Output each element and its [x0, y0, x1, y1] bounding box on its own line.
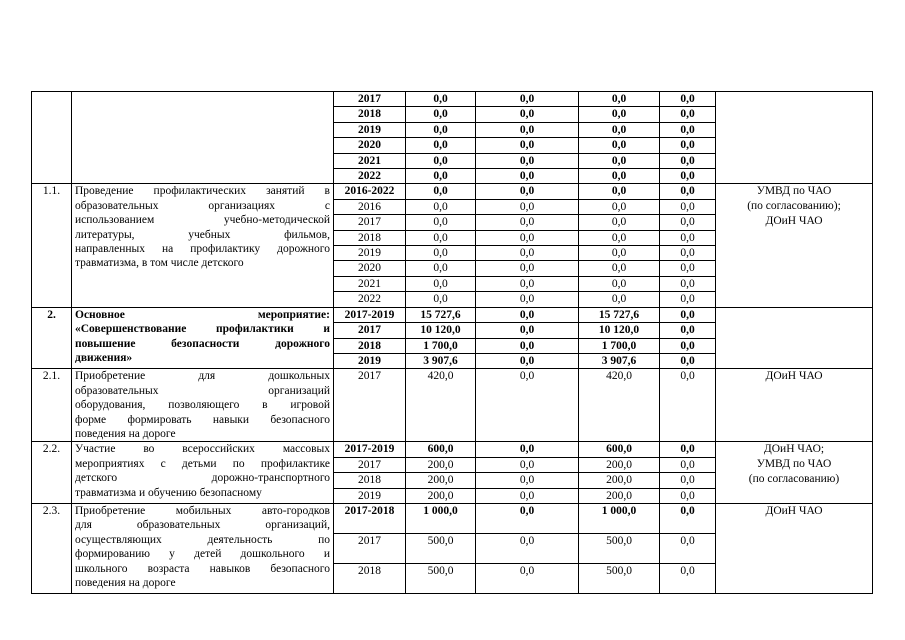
- amount-cell: 600,0: [406, 442, 476, 457]
- table-row: [32, 184, 873, 199]
- description-line: «Совершенствование профилактики и: [75, 323, 330, 336]
- item-description: [72, 369, 334, 442]
- amount-cell: 0,0: [579, 292, 660, 307]
- year-cell: 2020: [334, 138, 406, 153]
- description-line: движения»: [75, 351, 133, 364]
- amount-cell: 200,0: [406, 457, 476, 472]
- description-line: мероприятиях с детьми по профилактике: [75, 457, 330, 470]
- amount-cell: 0,0: [660, 533, 716, 563]
- amount-cell: 0,0: [579, 230, 660, 245]
- amount-cell: 0,0: [660, 107, 716, 122]
- amount-cell: 0,0: [476, 215, 579, 230]
- amount-cell: 500,0: [406, 563, 476, 593]
- amount-cell: 0,0: [660, 261, 716, 276]
- year-cell: 2021: [334, 276, 406, 291]
- amount-cell: 0,0: [476, 246, 579, 261]
- responsible-line: ДОиН ЧАО;: [763, 443, 825, 456]
- amount-cell: 1 000,0: [579, 503, 660, 533]
- amount-cell: 15 727,6: [579, 307, 660, 322]
- amount-cell: 0,0: [476, 307, 579, 322]
- amount-cell: 0,0: [476, 122, 579, 137]
- amount-cell: 0,0: [476, 153, 579, 168]
- table-row: [32, 369, 873, 442]
- year-cell: 2017: [334, 92, 406, 107]
- amount-cell: 420,0: [406, 369, 476, 442]
- amount-cell: 0,0: [476, 323, 579, 338]
- amount-cell: 0,0: [476, 169, 579, 184]
- amount-cell: 0,0: [476, 92, 579, 107]
- year-cell: 2018: [334, 230, 406, 245]
- amount-cell: 0,0: [579, 92, 660, 107]
- year-cell: 2016: [334, 199, 406, 214]
- responsible-line: УМВД по ЧАО: [756, 185, 832, 198]
- description-line: Основное мероприятие:: [75, 308, 330, 321]
- description-line: для образовательных организаций,: [75, 519, 330, 532]
- description-line: Проведение профилактических занятий в: [75, 185, 330, 198]
- amount-cell: 0,0: [660, 292, 716, 307]
- amount-cell: 0,0: [660, 246, 716, 261]
- responsible-line: УМВД по ЧАО: [756, 458, 832, 471]
- item-description: [72, 92, 334, 184]
- amount-cell: 0,0: [476, 230, 579, 245]
- amount-cell: 0,0: [476, 457, 579, 472]
- amount-cell: 0,0: [660, 169, 716, 184]
- amount-cell: 0,0: [406, 169, 476, 184]
- amount-cell: 0,0: [406, 199, 476, 214]
- year-cell: 2017: [334, 215, 406, 230]
- description-line: использованием учебно-методической: [75, 214, 330, 227]
- amount-cell: 0,0: [660, 473, 716, 488]
- year-cell: 2022: [334, 169, 406, 184]
- item-description: [72, 442, 334, 504]
- amount-cell: 0,0: [476, 199, 579, 214]
- item-number: 1.1.: [32, 184, 72, 307]
- item-description: [72, 503, 334, 593]
- item-number: 2.2.: [32, 442, 72, 504]
- responsible-executor: [716, 184, 873, 307]
- amount-cell: 0,0: [660, 563, 716, 593]
- year-cell: 2019: [334, 122, 406, 137]
- amount-cell: 0,0: [579, 122, 660, 137]
- amount-cell: 0,0: [406, 107, 476, 122]
- amount-cell: 1 700,0: [406, 338, 476, 353]
- amount-cell: 200,0: [579, 473, 660, 488]
- amount-cell: 10 120,0: [406, 323, 476, 338]
- amount-cell: 3 907,6: [406, 353, 476, 368]
- amount-cell: 0,0: [476, 276, 579, 291]
- year-cell: 2017-2019: [334, 442, 406, 457]
- responsible-executor: [716, 503, 873, 593]
- year-cell: 2020: [334, 261, 406, 276]
- amount-cell: 0,0: [406, 215, 476, 230]
- amount-cell: 0,0: [579, 246, 660, 261]
- amount-cell: 0,0: [406, 122, 476, 137]
- responsible-executor: [716, 92, 873, 184]
- year-cell: 2017: [334, 369, 406, 442]
- amount-cell: 420,0: [579, 369, 660, 442]
- year-cell: 2018: [334, 563, 406, 593]
- item-number: 2.3.: [32, 503, 72, 593]
- description-line: литературы, учебных фильмов,: [75, 228, 330, 241]
- item-description: [72, 307, 334, 369]
- amount-cell: 0,0: [660, 323, 716, 338]
- table-row: [32, 307, 873, 322]
- description-line: направленных на профилактику дорожного: [75, 243, 330, 256]
- amount-cell: 0,0: [660, 338, 716, 353]
- amount-cell: 0,0: [406, 138, 476, 153]
- description-line: форме формировать навыки безопасного: [75, 413, 330, 426]
- amount-cell: 0,0: [579, 138, 660, 153]
- year-cell: 2018: [334, 338, 406, 353]
- responsible-line: (по согласованию);: [747, 200, 841, 213]
- responsible-line: (по согласованию): [748, 473, 840, 486]
- amount-cell: 0,0: [660, 138, 716, 153]
- year-cell: 2022: [334, 292, 406, 307]
- amount-cell: 0,0: [579, 215, 660, 230]
- year-cell: 2019: [334, 246, 406, 261]
- amount-cell: 0,0: [476, 488, 579, 503]
- amount-cell: 0,0: [660, 215, 716, 230]
- amount-cell: 0,0: [406, 230, 476, 245]
- amount-cell: 0,0: [579, 169, 660, 184]
- amount-cell: 0,0: [660, 457, 716, 472]
- year-cell: 2018: [334, 473, 406, 488]
- amount-cell: 200,0: [406, 488, 476, 503]
- amount-cell: 0,0: [476, 442, 579, 457]
- amount-cell: 500,0: [406, 533, 476, 563]
- amount-cell: 0,0: [406, 276, 476, 291]
- year-cell: 2017: [334, 323, 406, 338]
- responsible-line: ДОиН ЧАО: [765, 215, 823, 228]
- amount-cell: 0,0: [476, 107, 579, 122]
- description-line: осуществляющих деятельность по: [75, 533, 330, 546]
- amount-cell: 1 700,0: [579, 338, 660, 353]
- amount-cell: 0,0: [660, 353, 716, 368]
- amount-cell: 0,0: [660, 153, 716, 168]
- description-line: поведения на дороге: [75, 427, 176, 440]
- amount-cell: 3 907,6: [579, 353, 660, 368]
- year-cell: 2017: [334, 457, 406, 472]
- amount-cell: 200,0: [579, 488, 660, 503]
- item-description: [72, 184, 334, 307]
- description-line: образовательных организаций: [75, 384, 330, 397]
- amount-cell: 0,0: [406, 246, 476, 261]
- amount-cell: 0,0: [406, 153, 476, 168]
- description-line: формированию у детей дошкольного и: [75, 548, 330, 561]
- year-cell: 2017-2019: [334, 307, 406, 322]
- item-number: [32, 92, 72, 184]
- description-line: травматизма, в том числе детского: [75, 257, 244, 270]
- amount-cell: 0,0: [579, 184, 660, 199]
- description-line: школьного возраста навыков безопасного: [75, 562, 330, 575]
- description-line: травматизма и обучению безопасному: [75, 486, 262, 499]
- description-line: повышение безопасности дорожного: [75, 337, 330, 350]
- amount-cell: 0,0: [406, 292, 476, 307]
- amount-cell: 0,0: [660, 184, 716, 199]
- item-number: 2.: [32, 307, 72, 369]
- amount-cell: 1 000,0: [406, 503, 476, 533]
- amount-cell: 0,0: [579, 261, 660, 276]
- description-line: Участие во всероссийских массовых: [75, 443, 330, 456]
- amount-cell: 600,0: [579, 442, 660, 457]
- responsible-executor: [716, 442, 873, 504]
- amount-cell: 0,0: [660, 442, 716, 457]
- year-cell: 2021: [334, 153, 406, 168]
- amount-cell: 15 727,6: [406, 307, 476, 322]
- amount-cell: 0,0: [660, 369, 716, 442]
- amount-cell: 0,0: [579, 153, 660, 168]
- amount-cell: 0,0: [476, 261, 579, 276]
- description-line: Приобретение для дошкольных: [75, 370, 330, 383]
- description-line: Приобретение мобильных авто-городков: [75, 504, 330, 517]
- responsible-line: ДОиН ЧАО: [765, 504, 823, 517]
- amount-cell: 0,0: [660, 122, 716, 137]
- amount-cell: 10 120,0: [579, 323, 660, 338]
- description-line: образовательных организациях с: [75, 199, 330, 212]
- table-row: [32, 92, 873, 107]
- responsible-executor: [716, 307, 873, 369]
- year-cell: 2019: [334, 353, 406, 368]
- amount-cell: 0,0: [660, 307, 716, 322]
- description-line: поведения на дороге: [75, 577, 176, 589]
- year-cell: 2017-2018: [334, 503, 406, 533]
- amount-cell: 0,0: [660, 92, 716, 107]
- year-cell: 2016-2022: [334, 184, 406, 199]
- amount-cell: 0,0: [476, 503, 579, 533]
- program-activities-table: [31, 91, 873, 594]
- amount-cell: 0,0: [660, 276, 716, 291]
- year-cell: 2018: [334, 107, 406, 122]
- amount-cell: 0,0: [476, 369, 579, 442]
- table-body: [32, 92, 873, 594]
- amount-cell: 0,0: [476, 338, 579, 353]
- amount-cell: 200,0: [579, 457, 660, 472]
- amount-cell: 0,0: [660, 199, 716, 214]
- description-line: детского дорожно-транспортного: [75, 472, 330, 485]
- amount-cell: 0,0: [406, 92, 476, 107]
- responsible-line: ДОиН ЧАО: [765, 370, 823, 383]
- amount-cell: 0,0: [476, 292, 579, 307]
- amount-cell: 500,0: [579, 563, 660, 593]
- amount-cell: 0,0: [660, 230, 716, 245]
- amount-cell: 0,0: [660, 503, 716, 533]
- amount-cell: 0,0: [476, 473, 579, 488]
- amount-cell: 0,0: [406, 261, 476, 276]
- description-line: оборудования, позволяющего в игровой: [75, 399, 330, 412]
- amount-cell: 0,0: [579, 199, 660, 214]
- amount-cell: 0,0: [579, 276, 660, 291]
- responsible-executor: [716, 369, 873, 442]
- table-row: [32, 442, 873, 457]
- amount-cell: 0,0: [660, 488, 716, 503]
- year-cell: 2019: [334, 488, 406, 503]
- item-number: 2.1.: [32, 369, 72, 442]
- amount-cell: 0,0: [476, 563, 579, 593]
- amount-cell: 0,0: [476, 138, 579, 153]
- year-cell: 2017: [334, 533, 406, 563]
- amount-cell: 0,0: [579, 107, 660, 122]
- amount-cell: 0,0: [476, 353, 579, 368]
- amount-cell: 500,0: [579, 533, 660, 563]
- amount-cell: 200,0: [406, 473, 476, 488]
- amount-cell: 0,0: [406, 184, 476, 199]
- amount-cell: 0,0: [476, 184, 579, 199]
- table-row: [32, 503, 873, 533]
- amount-cell: 0,0: [476, 533, 579, 563]
